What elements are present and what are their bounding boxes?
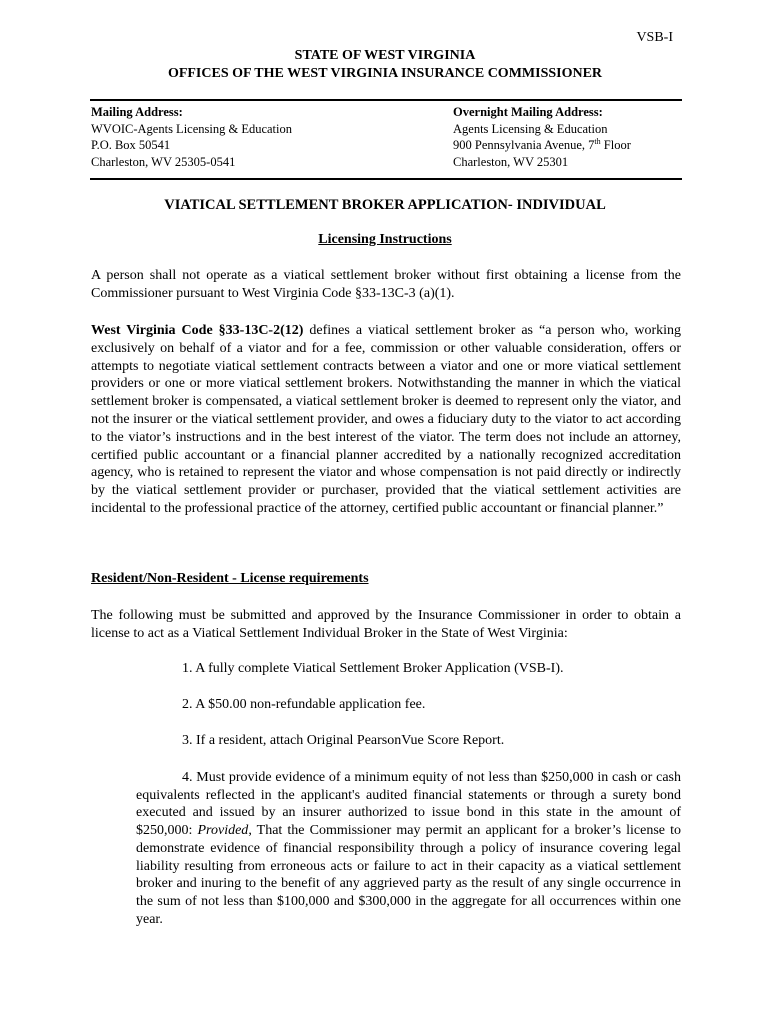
overnight-address-title: Overnight Mailing Address: (453, 105, 603, 119)
overnight-address-line: Charleston, WV 25301 (453, 154, 569, 169)
licensing-instructions-heading: Licensing Instructions (318, 232, 452, 247)
top-divider (90, 99, 682, 101)
code-citation: West Virginia Code §33-13C-2(12) (91, 323, 304, 338)
mailing-address-block (91, 104, 292, 170)
bottom-divider (90, 178, 682, 180)
mailing-address-line: P.O. Box 50541 (91, 138, 171, 152)
overnight-floor: Floor (600, 138, 631, 152)
requirements-intro-paragraph: The following must be submitted and approved by the Insurance Commissioner in order to obtain a license to act as a Viatical Settlement Individual Broker in the State of West Virginia: (91, 608, 681, 641)
overnight-street: 900 Pennsylvania Avenue, 7 (453, 138, 595, 152)
document-title: VIATICAL SETTLEMENT BROKER APPLICATION- INDIVIDUAL (164, 197, 606, 213)
provided-emphasis: Provided (197, 823, 249, 839)
office-header: OFFICES OF THE WEST VIRGINIA INSURANCE COMMISSIONER (167, 66, 603, 81)
mailing-address-line: Charleston, WV 25305-0541 (91, 154, 236, 169)
definition-text: defines a viatical settlement broker as “a person who, working exclusively on behalf of a viator and for a fee, commission or other valuable consideration, offers or attempts to negotiate viatical settlement contracts between a viator and one or more viatical settlement providers or one or more viatical settlement brokers. Notwithstanding the manner in which the viatical settlement broker is compensated, a viatical settlement broker is deemed to represent only the viator, and not the insurer or the viatical settlement provider, and owes a fiduciary duty to the viator to act according to the viator’s instructions and in the best interest of the viator. The term does not include an attorney, certified public accountant or a financial planner accredited by a nationally recognized accreditation agency, who is retained to represent the viator and whose compensation is not paid directly or indirectly by the viatical settlement provider or purchaser, provided that the viatical settlement activities are incidental to the professional practice of the attorney, certified public accountant or financial planner.” (91, 323, 681, 516)
license-requirement-paragraph: A person shall not operate as a viatical settlement broker without first obtaining a license from the Commissioner pursuant to West Virginia Code §33-13C-3 (a)(1). (91, 268, 681, 301)
requirement-item: 2. A $50.00 non-refundable application fee. (182, 697, 426, 712)
mailing-address-line: WVOIC-Agents Licensing & Education (91, 121, 292, 136)
form-code: VSB-I (636, 30, 673, 45)
overnight-address-line (453, 137, 631, 154)
overnight-address-line: Agents Licensing & Education (453, 121, 608, 136)
state-header: STATE OF WEST VIRGINIA (294, 48, 476, 63)
overnight-address-block (453, 104, 631, 170)
requirement-item (136, 769, 681, 928)
requirement-text: 4. Must provide evidence of a minimum equity of not less than $250,000 in cash or cash equivalents reflected in the applicant's audited financial statements or through a surety bond executed and issued by an insurer authorized to issue bond in this state in the amount of $250,000: (136, 770, 681, 839)
requirement-item: 1. A fully complete Viatical Settlement Broker Application (VSB-I). (182, 661, 564, 676)
requirement-item: 3. If a resident, attach Original PearsonVue Score Report. (182, 733, 505, 748)
section-heading: Resident/Non-Resident - License requirements (91, 571, 369, 586)
mailing-address-title: Mailing Address: (91, 105, 183, 119)
definition-paragraph (91, 322, 681, 518)
ordinal-suffix: th (594, 136, 601, 146)
requirement-text: , That the Commissioner may permit an applicant for a broker’s license to demonstrate evidence of financial responsibility through a policy of insurance covering legal liability resulting from erroneous acts or failure to act in their capacity as a viatical settlement broker and inuring to the benefit of any aggrieved party as the result of any single occurrence in the sum of not less than $100,000 and $300,000 in the aggregate for all occurrences within one year. (136, 823, 682, 927)
